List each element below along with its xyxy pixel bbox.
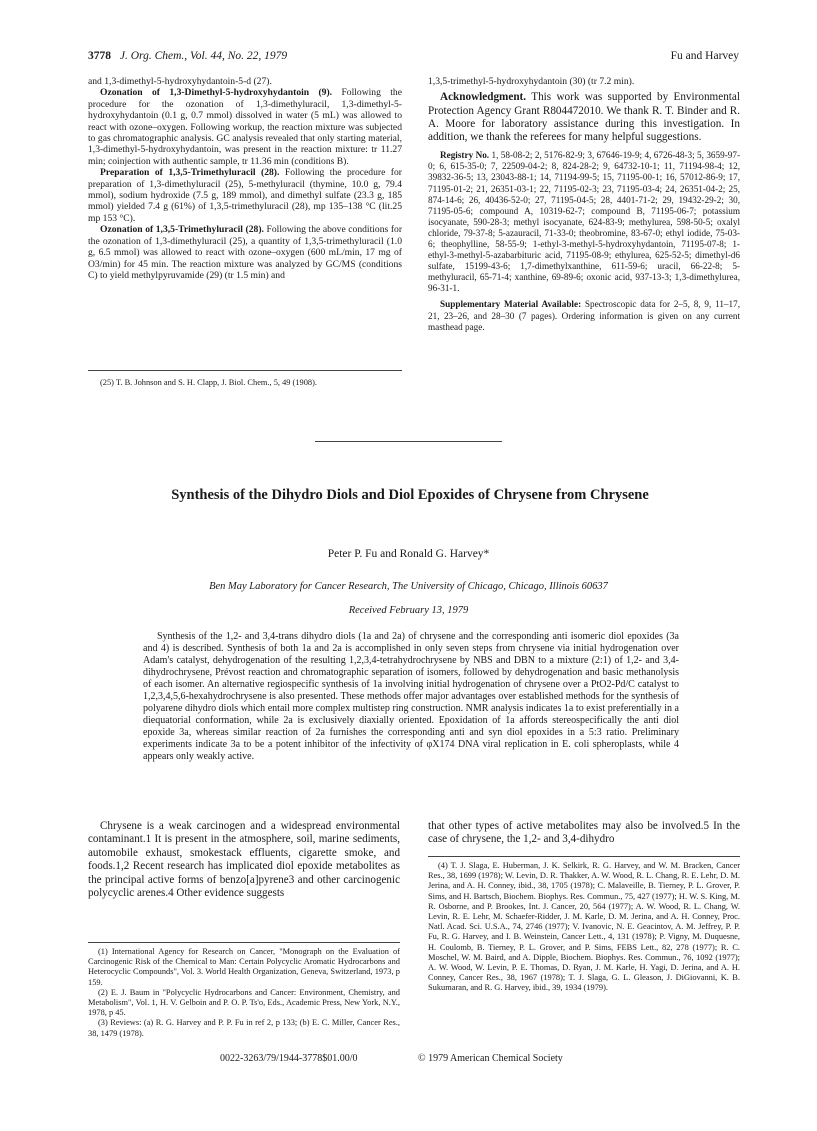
footnote-divider-right (428, 856, 740, 857)
footnotes-left (88, 947, 400, 1039)
article-title: Synthesis of the Dihydro Diols and Diol Epoxides of Chrysene from Chrysene (171, 487, 649, 503)
ack-heading: Acknowledgment. (440, 91, 527, 104)
right-carryover: 1,3,5-trimethyl-5-hydroxyhydantoin (30) (tr 7.2 min). (428, 76, 635, 87)
left-column-top (88, 76, 402, 281)
authors: Peter P. Fu and Ronald G. Harvey* (327, 548, 490, 560)
article-separator (315, 441, 502, 442)
footnote-4: (4) T. J. Slaga, E. Huberman, J. K. Selkirk, R. G. Harvey, and W. M. Bracken, Cancer Res., 38, 1699 (1978); W. Levin, D. R. Thakker, A. W. Wood, R. L. Chang, R. E. Lehr, D. M. Jerina, and A. H. Conney, ibid., 38, 1705 (1978); C. Malaveille, B. Tierney, P. L. Grover, P. Sims, and H. Bartsch, Biochem. Biophys. Res. Commun., 75, 427 (1977); H. W. S. King, M. R. Osborne, and P. Brookes, Int. J. Cancer, 20, 564 (1977); A. W. Wood, R. L. Chang, W. Levin, R. E. Lehr, M. Schaefer-Ridder, J. M. Karle, D. M. Jerina, and A. H. Conney, Proc. Natl. Acad. Sci. U.S.A., 74, 2746 (1977); V. Ivanovic, N. E. Geacintov, A. M. Jeffrey, P. P. Fu, R. G. Harvey, and I. B. Weinstein, Cancer Lett., 4, 131 (1978); P. Vigny, M. Duquesne, H. Coulomb, B. Tierney, P. L. Grover, and P. Sims, FEBS Lett., 82, 278 (1977); R. C. Moschel, W. M. Baird, and A. Dipple, Biochem. Biophys. Res. Commun., 76, 1092 (1977); A. W. Wood, W. Levin, P. E. Thomas, D. Ryan, J. M. Karle, H. Yagi, D. Jerina, and A. H. Conney, Cancer Res., 38, 1967 (1978); T. J. Slaga, G. L. Gleason, J. DiGiovanni, K. B. Sukumaran, and R. G. Harvey, ibid., 39, 1934 (1979). (428, 861, 740, 993)
section-text: Following the above conditions for the ozonation of 1,3-dimethyluracil (25), a quantity of 1,3,5-trimethyluracil (1.0 g, 6.5 mmol) was allowed to react with ozone–oxygen (600 mL/min, 17 mg of O3/min) for 45 min. The reaction mixture was analyzed by GC/MS (conditions C) to yield methylpyruvamide (29) (tr 1.5 min) and (88, 224, 403, 281)
copyright: © 1979 American Chemical Society (418, 1053, 563, 1064)
footnotes-right (428, 861, 740, 994)
supp-text: Spectroscopic data for 2–5, 8, 9, 11–17, 21, 23–26, and 28–30 (7 pages). Ordering information is given on any current masthead page. (428, 299, 740, 332)
running-head: Fu and Harvey (670, 50, 739, 62)
section-text: Following the procedure for the ozonation of 1,3-dimethyluracil, 1,3-dimethyl-5-hydroxyhydantoin (0.1 g, 0.7 mmol) dissolved in water (5 mL) was allowed to react with ozone–oxygen. Following workup, the reaction mixture was subjected to gas chromatographic analysis. GC analysis revealed that only starting material, 1,3-dimethyl-5-hydroxyhydantoin, was present in the reaction mixture: tr 11.27 min; coinjection with authentic sample, tr 11.36 min (conditions B). (88, 87, 402, 167)
left-carryover: and 1,3-dimethyl-5-hydroxyhydantoin-5-d (27). (88, 76, 272, 87)
registry-numbers (428, 150, 740, 294)
section-heading: Ozonation of 1,3,5-Trimethyluracil (28). (100, 224, 264, 236)
received-date: Received February 13, 1979 (348, 605, 469, 616)
abstract: Synthesis of the 1,2- and 3,4-trans dihydro diols (1a and 2a) of chrysene and the corresponding anti isomeric diol epoxides (3a and 4) is described. Synthesis of both 1a and 2a is accomplished in only seven steps from chrysene via initial hydrogenation over Adam's catalyst, dehydrogenation of the resulting 1,2,3,4-tetrahydrochrysene by NBS and DBN to a mixture (2:1) of 1,2- and 3,4-dihydrochrysene, Prévost reaction and chromatographic separation of isomers, followed by dehydrogenation and basic methanolysis of each isomer. An alternative regiospecific synthesis of 1a involving initial hydrogenation of chrysene over a PtO2-Pd/C catalyst to 1,2,3,4,5,6-hexahydrochrysene is also presented. These methods offer major advantages over established methods for the synthesis of polyarene dihydro diols which entail more complex multistep ring construction. NMR analysis indicates 1a to exist preferentially in a diequatorial conformation, while 2a is exclusively diaxially oriented. Epoxidation of 1a affords stereospecifically the anti diol epoxide 3a, whereas similar reaction of 2a furnishes the corresponding anti and syn diol epoxides in a 5:3 ratio. Preliminary experiments indicate 3a to be a potent inhibitor of the infectivity of φX174 DNA viral replication in E. coli spheroplasts, while 4 appears only weakly active. (143, 631, 679, 762)
registry-heading: Registry No. (440, 150, 490, 161)
section-heading: Ozonation of 1,3-Dimethyl-5-hydroxyhydantoin (9). (100, 87, 333, 99)
footnote-2: (2) E. J. Baum in "Polycyclic Hydrocarbons and Cancer: Environment, Chemistry, and Metabolism", Vol. 1, H. V. Gelboin and P. O. P. Ts'o, Eds., Academic Press, New York, N.Y., 1978, p 45. (88, 987, 400, 1018)
intro-right: that other types of active metabolites may also be involved.5 In the case of chrysene, the 1,2- and 3,4-dihydro (428, 820, 740, 846)
section-ozonation-28 (88, 224, 402, 281)
footnote-1: (1) International Agency for Research on Cancer, "Monograph on the Evaluation of Carcinogenic Risk of the Chemical to Man: Certain Polycyclic Aromatic Hydrocarbons and Heterocyclic Compounds", Vol. 3. World Health Organization, Geneva, Switzerland, 1973, p 159. (88, 947, 400, 987)
section-heading: Preparation of 1,3,5-Trimethyluracil (28). (100, 167, 280, 179)
acknowledgment (428, 91, 740, 144)
supp-heading: Supplementary Material Available: (440, 299, 582, 310)
section-ozonation-9 (88, 87, 402, 167)
issn-code: 0022-3263/79/1944-3778$01.00/0 (220, 1053, 358, 1064)
registry-text: 1, 58-08-2; 2, 5176-82-9; 3, 67646-19-9; 4, 6726-48-3; 5, 3659-97-0; 6, 615-35-0; 7, 22509-04-2; 8, 824-28-2; 9, 64732-10-1; 11, 71194-98-4; 12, 39832-36-5; 13, 23043-88-1; 14, 71194-99-5; 15, 71195-00-1; 16, 57012-86-9; 17, 71195-01-2; 21, 26351-03-1; 22, 71195-02-3; 23, 71195-03-4; 24, 26351-04-2; 25, 874-14-6; 26, 40436-52-0; 27, 71195-04-5; 28, 4401-71-2; 29, 19432-29-2; 30, 71195-05-6; compound A, 10319-62-7; compound B, 71195-06-7; potassium isocyanate, 590-28-3; methyl isocyanate, 624-83-9; methylurea, 598-50-5; oxalyl chloride, 79-37-8; 5-azauracil, 71-33-0; theobromine, 83-67-0; ethyl iodide, 75-03-6; theophylline, 58-55-9; 1-ethyl-3-methyl-5-hydroxyhydantoin, 71195-07-8; 1-ethyl-3-methyl-5-azabarbituric acid, 71195-08-9; ethylurea, 625-52-5; dimethyl-d6 sulfate, 15199-43-6; 1,7-dimethylxanthine, 611-59-6; uracil, 66-22-8; 5-methyluracil, 65-71-4; xanthine, 69-89-6; oxonic acid, 937-13-3; 1,3-dimethylurea, 96-31-1. (428, 150, 740, 294)
journal-citation: J. Org. Chem., Vol. 44, No. 22, 1979 (119, 50, 288, 62)
supplementary-material (428, 299, 740, 332)
ack-text: This work was supported by Environmental Protection Agency Grant R804472010. We thank R. T. Binder and R. A. Moore for laboratory assistance during this investigation. In addition, we thank the referees for many helpful suggestions. (428, 91, 740, 144)
section-preparation-28 (88, 167, 402, 224)
section-text: Following the procedure for preparation of 1,3-dimethyluracil (25), 5-methyluracil (thymine, 10.0 g, 79.4 mmol), sodium hydroxide (7.5 g, 189 mmol), and dimethyl sulfate (23.3 g, 185 mmol) yielded 7.4 g (61%) of 1,3,5-trimethyluracil (28), mp 135–138 °C (lit.25 mp 153 °C). (88, 167, 402, 224)
footnote-divider-left-bottom (88, 942, 400, 943)
page-number: 3778 (88, 50, 111, 62)
footnote-3: (3) Reviews: (a) R. G. Harvey and P. P. Fu in ref 2, p 133; (b) E. C. Miller, Cancer Res., 38, 1479 (1978). (88, 1018, 400, 1038)
page-header-left (88, 50, 287, 62)
affiliation: Ben May Laboratory for Cancer Research, The University of Chicago, Chicago, Illinois 60637 (209, 581, 608, 592)
footnote-25: (25) T. B. Johnson and S. H. Clapp, J. Biol. Chem., 5, 49 (1908). (100, 378, 317, 387)
intro-left: Chrysene is a weak carcinogen and a widespread environmental contaminant.1 It is present in the atmosphere, soil, marine sediments, automobile exhaust, smokestack effluents, cigarette smoke, and foods.1,2 Recent research has implicated diol epoxide metabolites as the principal active forms of benzo[a]pyrene3 and other carcinogenic polycyclic arenes.4 Other evidence suggests (88, 820, 400, 900)
footnote-divider-left (88, 370, 402, 371)
right-column-top (428, 76, 740, 333)
